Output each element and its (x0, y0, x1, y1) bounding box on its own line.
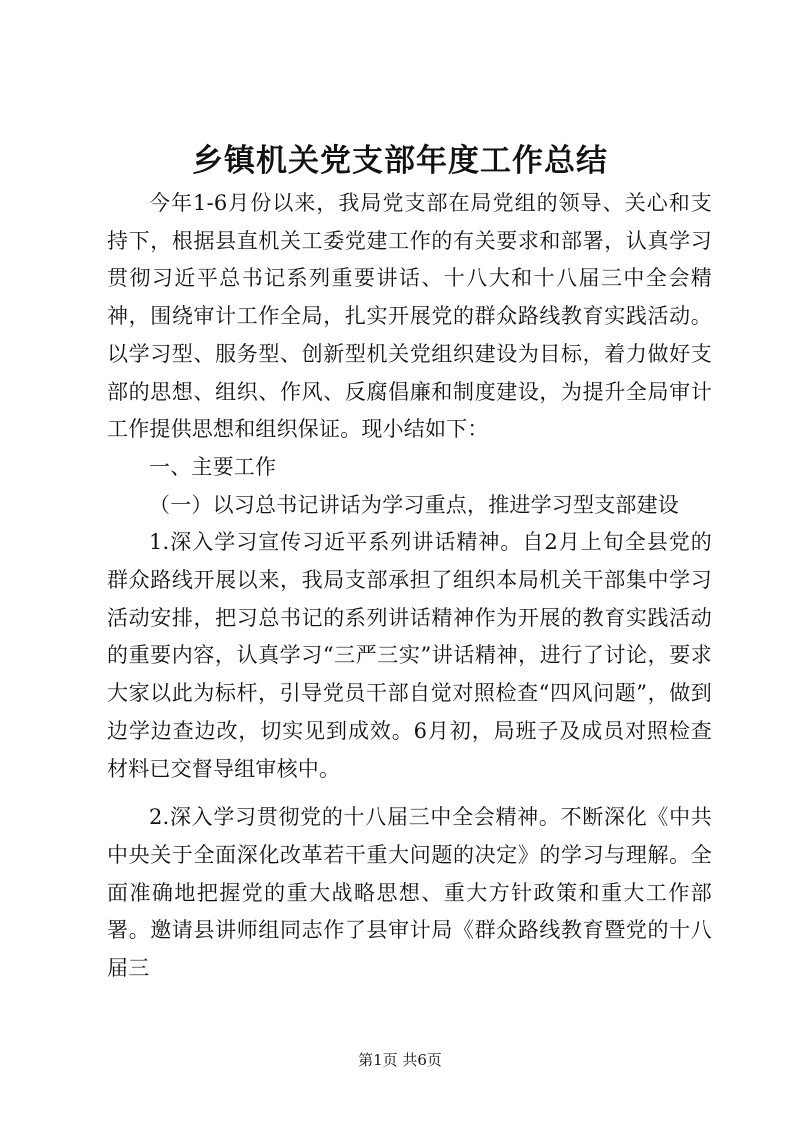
document-body (107, 185, 712, 988)
intro-paragraph: 今年1-6月份以来，我局党支部在局党组的领导、关心和支持下，根据县直机关工委党建工作的有关要求和部署，认真学习贯彻习近平总书记系列重要讲话、十八大和十八届三中全会精神，围绕审计工作全局，扎实开展党的群众路线教育实践活动。以学习型、服务型、创新型机关党组织建设为目标，着力做好支部的思想、组织、作风、反腐倡廉和制度建设，为提升全局审计工作提供思想和组织保证。现小结如下： (107, 191, 712, 442)
item-2-paragraph: 2.深入学习贯彻党的十八届三中全会精神。不断深化《中共中央关于全面深化改革若干重大问题的决定》的学习与理解。全面准确地把握党的重大战略思想、重大方针政策和重大工作部署。邀请县讲师组同志作了县审计局《群众路线教育暨党的十八届三 (107, 805, 712, 981)
subsection-heading: （一）以习总书记讲话为学习重点，推进学习型支部建设 (149, 492, 679, 517)
item-1-paragraph: 1.深入学习宣传习近平系列讲话精神。自2月上旬全县党的群众路线开展以来，我局支部承担了组织本局机关干部集中学习活动安排，把习总书记的系列讲话精神作为开展的教育实践活动的重要内容，认真学习“三严三实”讲话精神，进行了讨论，要求大家以此为标杆，引导党员干部自觉对照检查“四风问题”，做到边学边查边改，切实见到成效。6月初，局班子及成员对照检查材料已交督导组审核中。 (107, 530, 712, 781)
section-heading: 一、主要工作 (149, 454, 277, 479)
document-title: 乡镇机关党支部年度工作总结 (192, 143, 608, 179)
paragraph-gap (107, 788, 712, 799)
page-footer: 第1页 共6页 (358, 1051, 442, 1069)
